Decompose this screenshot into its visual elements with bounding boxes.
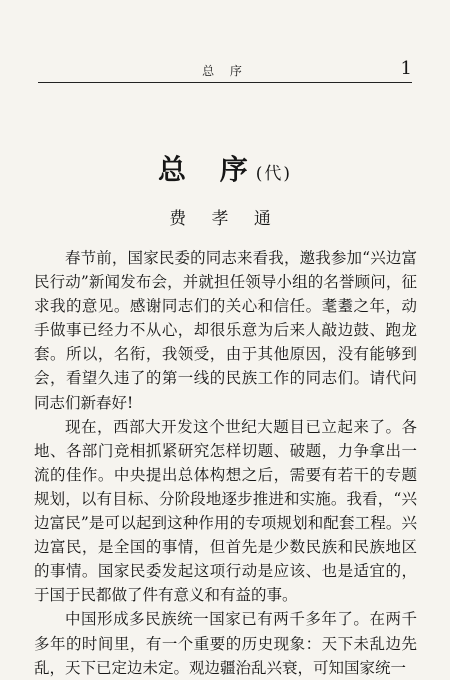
author-name: 费 孝 通 <box>169 209 281 229</box>
page-title <box>0 148 450 188</box>
paragraph-2: 现在，西部大开发这个世纪大题目已立起来了。各地、各部门竞相抓紧研究怎样切题、破题，力争拿出一流的佳作。中央提出总体构想之后，需要有若干的专题规划，以有目标、分阶段地逐步推进和实施。我看，“兴边富民”是可以起到这种作用的专项规划和配套工程。兴边富民，是全国的事情，但首先是少数民族和民族地区的事情。国家民委发起这项行动是应该、也是适宜的，于国于民都做了件有意义和有益的事。 <box>34 417 417 605</box>
body-text <box>34 246 417 680</box>
page-number: 1 <box>400 58 412 79</box>
title-sub: (代) <box>255 164 292 184</box>
running-header <box>38 58 412 83</box>
title-main: 总 序 <box>157 153 260 186</box>
paragraph-1: 春节前，国家民委的同志来看我，邀我参加“兴边富民行动”新闻发布会，并就担任领导小组的名誉顾问，征求我的意见。感谢同志们的关心和信任。耄耋之年，动手做事已经力不从心，却很乐意为后来人敲边鼓、跑龙套。所以，名衔，我领受，由于其他原因，没有能够到会，看望久违了的第一线的民族工作的同志们。请代问同志们新春好! <box>34 249 417 412</box>
paragraph-3: 中国形成多民族统一国家已有两千多年了。在两千多年的时间里，有一个重要的历史现象：天下未乱边先乱，天下已定边未定。观边疆治乱兴衰，可知国家统一 <box>34 610 417 677</box>
running-title: 总 序 <box>202 64 248 78</box>
